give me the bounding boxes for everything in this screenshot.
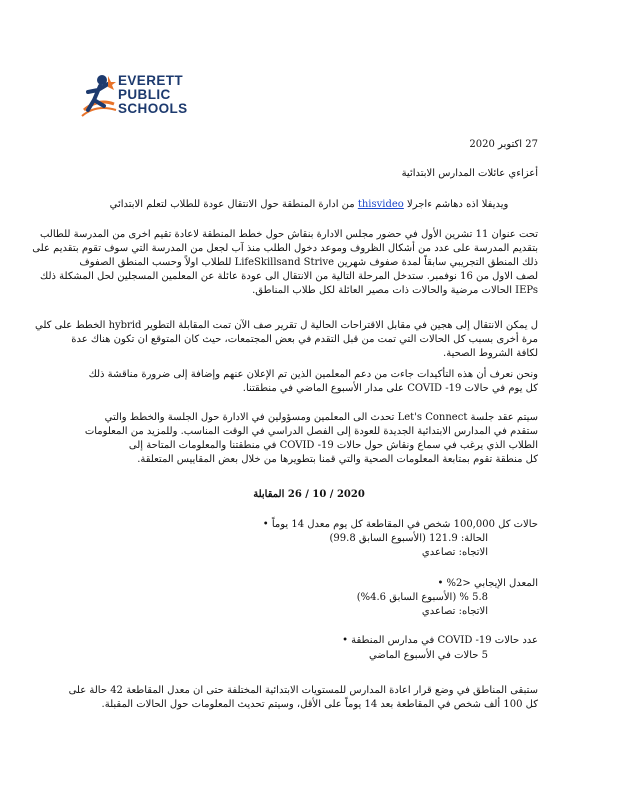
bullet-item: المعدل الإيجابي <2% • bbox=[437, 578, 538, 590]
para4-line: كل منطقة تقوم بمتابعة المعلومات الصحية والتي قمنا بتطويرها من خلال بعض المقاييس المتعلقة. bbox=[137, 454, 538, 465]
letter-greeting: أعزاءي عائلات المدارس الابتدائية bbox=[401, 168, 538, 179]
sub-bullet-item: 5.8 % (الأسبوع السابق 4.6%) bbox=[356, 592, 488, 603]
para4-line: الطلاب الذي يرغب في سماع ونقاش حول حالات COVID -19 في منطقتنا والمعلومات المتاحة إلى bbox=[128, 440, 538, 451]
closing-line: كل 100 ألف شخص في المقاطعة بعد 14 يوماً على الأقل، وسيتم تحديث المعلومات حول الحالات المقبلة. bbox=[101, 699, 538, 710]
sub-bullet-item: الاتجاه: تصاعدي bbox=[421, 547, 488, 558]
para1-line: ذلك المنطق التجريبي سابقاً لمدة صفوف شهرين LifeSkillsand Strive للطلاب اولاً وحسب المنطق الصفوف bbox=[79, 257, 538, 268]
para3-line: كل يوم في حالات COVID -19 على مدار الأسبوع الماضي في منطقتنا. bbox=[242, 383, 538, 394]
logo-line-1: EVERETT bbox=[118, 73, 184, 88]
closing-line: ستبقى المناطق في وضع قرار اعادة المدارس للمستويات الابتدائية المختلفة حتى ان معدل المقاطعة 42 حالة على bbox=[68, 685, 538, 696]
section-date: 2020 / 10 / 26 المقابلة bbox=[253, 489, 365, 500]
logo-line-2: PUBLIC bbox=[118, 87, 171, 102]
bullet-item: حالات كل 100,000 شخص في المقاطعة كل يوم معدل 14 يوماً • bbox=[263, 519, 538, 531]
logo-line-3: SCHOOLS bbox=[118, 101, 188, 116]
letter-date: 27 اكتوبر 2020 bbox=[469, 139, 538, 150]
para4-line: سيتم عقد جلسة Let's Connect تحدث الى المعلمين ومسؤولين في الادارة حول الجلسة والخطط والتي bbox=[104, 412, 538, 423]
para1-line: IEPs الحالات مرضية والحالات ذات مصير العائلة لكل طلاب المناطق. bbox=[252, 285, 538, 296]
para1-line: تحت عنوان 11 تشرين الأول في حضور مجلس الادارة بنقاش حول خطط المنطقة لاعادة تقيم اخرى من المدرسة للطالب bbox=[39, 229, 538, 240]
intro-post: من ادارة المنطقة حول الانتقال عودة للطلاب لتعلم الابتدائي bbox=[109, 199, 355, 210]
para3-line: ونحن نعرف أن هذه التأكيدات جاءت من دعم المعلمين الذين تم الإعلان عنهم وإضافة إلى ضرورة مناقشة ذلك bbox=[88, 369, 538, 380]
para2-line: مرة أخرى بسبب كل الحالات التي تمت من قبل التقدم في بعض المجتمعات، حيث كان المتوقع ان تكون هناك عدة bbox=[71, 334, 538, 345]
sub-bullet-item: الحالة: 121.9 (الأسبوع السابق 99.8) bbox=[329, 533, 488, 544]
district-logo bbox=[78, 70, 208, 126]
runner-icon bbox=[78, 70, 118, 126]
para2-line: لكافة الشروط الصحية. bbox=[443, 348, 538, 359]
video-link[interactable]: thisvideo bbox=[357, 199, 404, 210]
sub-bullet-item: 5 حالات في الأسبوع الماضي bbox=[368, 650, 488, 661]
bullet-item: عدد حالات COVID -19 في مدارس المنطقة • bbox=[342, 635, 538, 647]
logo-wordmark bbox=[118, 74, 188, 116]
intro-pre: ويديفلا اذه دهاشم ءاجرلا bbox=[407, 199, 509, 210]
sub-bullet-item: الاتجاه: تصاعدي bbox=[421, 606, 488, 617]
para4-line: ستقدم في المدارس الابتدائية الجديدة للعودة إلى الفصل الدراسي في الوقت المناسب. وللمزيد من المعلومات bbox=[84, 426, 538, 437]
para2-line: ل يمكن الانتقال إلى هجين في مقابل الاقتراحات الحالية ل تقرير صف الآن تمت المقابلة التطوير hybrid الخطط على كلي bbox=[35, 320, 538, 331]
para1-line: لصف الاول من 16 نوفمبر. ستدخل المرحلة التالية من الانتقال الى عودة عائلة عن المعلمين المسجلين لحل المشكلة ذلك bbox=[40, 271, 538, 282]
para1-line: بتقديم المدرسة على عدد من أشكال الظروف وموعد دخول الطلب منذ آب لجعل من المدرسة التي سوف تقوم بتقديم على bbox=[32, 243, 538, 254]
intro-line bbox=[0, 199, 618, 211]
